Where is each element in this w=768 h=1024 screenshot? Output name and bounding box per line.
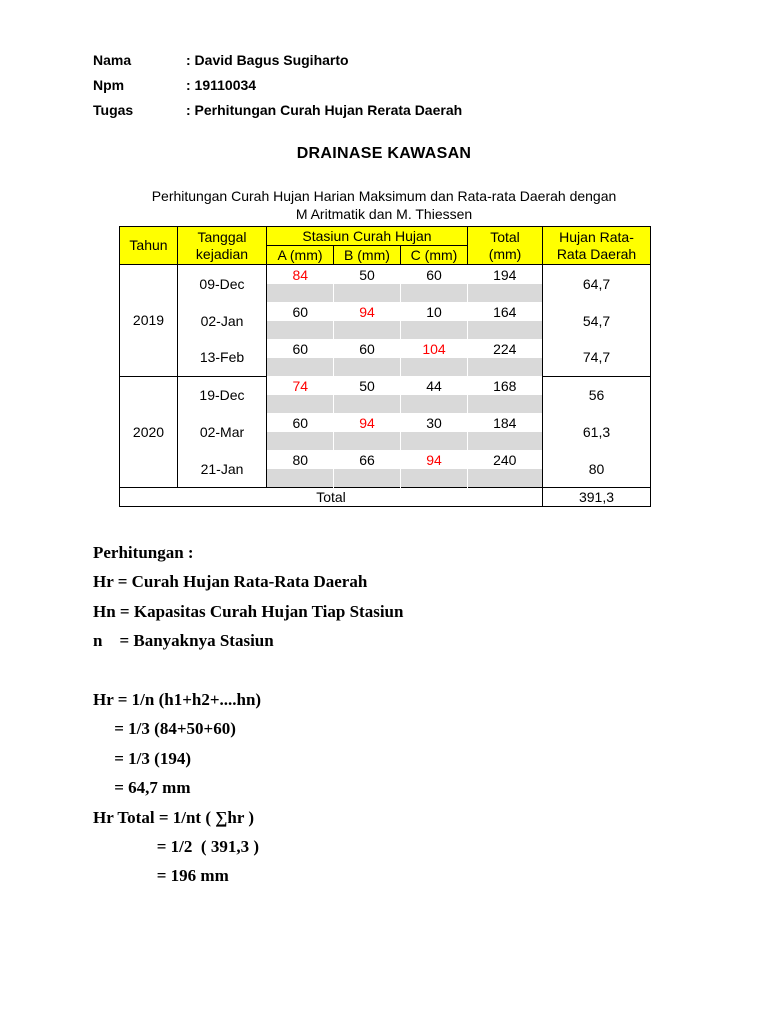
calc-line: = 1/3 (84+50+60) xyxy=(93,719,236,739)
rata-cell: 74,7 xyxy=(543,339,651,376)
total-section xyxy=(120,488,651,507)
band-cell xyxy=(334,395,401,413)
student-info xyxy=(93,50,462,125)
calc-line: Hr = Curah Hujan Rata-Rata Daerah xyxy=(93,572,368,592)
calculation-section xyxy=(93,538,403,891)
document-title: DRAINASE KAWASAN xyxy=(296,145,472,162)
station-b-cell: 94 xyxy=(359,414,375,431)
station-a-cell: 84 xyxy=(292,266,309,283)
header-total-line-2: (mm) xyxy=(488,245,522,262)
band-cell xyxy=(267,432,334,450)
info-row-nama xyxy=(93,50,462,75)
station-b-cell: 50 xyxy=(359,377,375,394)
table-row xyxy=(120,265,651,285)
band-cell xyxy=(267,469,334,488)
band-cell xyxy=(401,358,468,376)
header-tanggal-line-1: Tanggal xyxy=(197,228,247,245)
row-total-cell: 194 xyxy=(468,265,543,285)
header-tanggal-line-2: kejadian xyxy=(195,245,249,262)
year-cell: 2020 xyxy=(120,376,178,488)
tugas-value: : Perhitungan Curah Hujan Rerata Daerah xyxy=(186,102,463,118)
station-a-cell: 60 xyxy=(292,340,309,357)
rata-cell: 61,3 xyxy=(543,413,651,450)
calc-line: = 196 mm xyxy=(93,866,229,886)
year-cell: 2019 xyxy=(120,265,178,377)
caption-line-1: Perhitungan Curah Hujan Harian Maksimum dan Rata-rata Daerah dengan xyxy=(151,188,617,204)
date-cell: 21-Jan xyxy=(178,450,267,488)
header-tahun: Tahun xyxy=(120,227,178,265)
row-total-cell: 224 xyxy=(468,339,543,358)
rata-cell: 64,7 xyxy=(543,265,651,303)
band-cell xyxy=(468,395,543,413)
band-cell xyxy=(468,321,543,339)
npm-value: : 19110034 xyxy=(186,77,257,93)
station-a-cell: 80 xyxy=(292,451,309,468)
band-cell xyxy=(267,358,334,376)
header-total xyxy=(468,227,543,265)
nama-label: Nama xyxy=(93,52,132,68)
band-cell xyxy=(334,321,401,339)
rata-cell: 54,7 xyxy=(543,302,651,339)
band-cell xyxy=(468,469,543,488)
header-a: A (mm) xyxy=(267,246,334,265)
calc-line xyxy=(93,656,403,685)
row-total-cell: 240 xyxy=(468,450,543,469)
band-cell xyxy=(468,358,543,376)
header-row-1 xyxy=(120,227,651,246)
date-cell: 09-Dec xyxy=(178,265,267,303)
info-row-npm xyxy=(93,75,462,100)
band-cell xyxy=(401,321,468,339)
band-cell xyxy=(468,432,543,450)
band-cell xyxy=(468,284,543,302)
rata-cell: 56 xyxy=(543,376,651,413)
band-cell xyxy=(334,469,401,488)
band-cell xyxy=(267,321,334,339)
calc-line: = 1/2 ( 391,3 ) xyxy=(93,836,259,856)
header-rata xyxy=(543,227,651,265)
table-row xyxy=(120,302,651,321)
calc-line: = 1/3 (194) xyxy=(93,748,191,768)
calc-line: Hr Total = 1/nt ( ∑hr ) xyxy=(93,807,254,827)
table-row xyxy=(120,339,651,358)
rainfall-table xyxy=(119,226,651,507)
npm-label: Npm xyxy=(93,77,125,93)
total-value: 391,3 xyxy=(543,488,651,507)
band-cell xyxy=(401,284,468,302)
band-cell xyxy=(267,284,334,302)
table-caption xyxy=(110,187,658,223)
rainfall-table-body xyxy=(120,227,651,488)
header-tanggal xyxy=(178,227,267,265)
calc-line: = 64,7 mm xyxy=(93,778,191,798)
station-c-cell: 30 xyxy=(426,414,442,431)
row-total-cell: 164 xyxy=(468,302,543,321)
date-cell: 19-Dec xyxy=(178,376,267,413)
header-total-line-1: Total xyxy=(490,228,520,245)
header-stasiun: Stasiun Curah Hujan xyxy=(267,227,468,246)
station-b-cell: 66 xyxy=(359,451,375,468)
header-rata-line-2: Rata Daerah xyxy=(556,245,637,262)
row-total-cell: 168 xyxy=(468,376,543,395)
rata-cell: 80 xyxy=(543,450,651,488)
header-c: C (mm) xyxy=(401,246,468,265)
band-cell xyxy=(334,358,401,376)
table-row xyxy=(120,413,651,432)
station-c-cell: 44 xyxy=(426,377,442,394)
tugas-label: Tugas xyxy=(93,102,134,118)
band-cell xyxy=(401,432,468,450)
table-row xyxy=(120,376,651,395)
info-row-tugas xyxy=(93,100,462,125)
band-cell xyxy=(401,469,468,488)
date-cell: 02-Mar xyxy=(178,413,267,450)
station-a-cell: 60 xyxy=(292,303,309,320)
calc-line: Hr = 1/n (h1+h2+....hn) xyxy=(93,689,262,709)
calc-line: Perhitungan : xyxy=(93,543,194,562)
header-rata-line-1: Hujan Rata- xyxy=(559,228,634,245)
station-a-cell: 74 xyxy=(292,377,309,394)
nama-value: : David Bagus Sugiharto xyxy=(186,52,349,68)
date-cell: 02-Jan xyxy=(178,302,267,339)
station-a-cell: 60 xyxy=(292,414,309,431)
station-b-cell: 60 xyxy=(359,340,375,357)
band-cell xyxy=(334,432,401,450)
station-c-cell: 94 xyxy=(426,451,442,468)
band-cell xyxy=(401,395,468,413)
band-cell xyxy=(267,395,334,413)
table-row xyxy=(120,450,651,469)
station-b-cell: 50 xyxy=(359,266,375,283)
row-total-cell: 184 xyxy=(468,413,543,432)
total-row xyxy=(120,488,651,507)
header-b: B (mm) xyxy=(334,246,401,265)
station-c-cell: 60 xyxy=(426,266,442,283)
band-cell xyxy=(334,284,401,302)
calc-line: n = Banyaknya Stasiun xyxy=(93,631,274,651)
total-label: Total xyxy=(120,488,543,507)
station-b-cell: 94 xyxy=(359,303,375,320)
date-cell: 13-Feb xyxy=(178,339,267,376)
calc-line: Hn = Kapasitas Curah Hujan Tiap Stasiun xyxy=(93,601,404,621)
station-c-cell: 104 xyxy=(422,340,446,357)
caption-line-2: M Aritmatik dan M. Thiessen xyxy=(295,206,473,222)
station-c-cell: 10 xyxy=(426,303,442,320)
